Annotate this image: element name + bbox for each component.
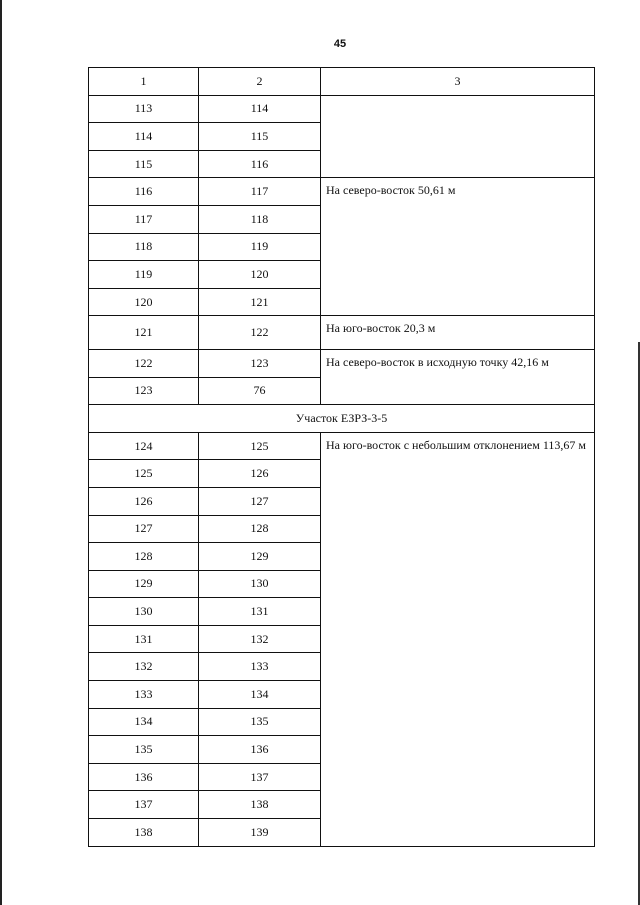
to-point-cell: 116: [199, 150, 321, 178]
to-point-cell: 130: [199, 570, 321, 598]
from-point-cell: 119: [89, 261, 199, 289]
table-row: [89, 349, 595, 377]
from-point-cell: 133: [89, 681, 199, 709]
to-point-cell: 131: [199, 598, 321, 626]
from-point-cell: 125: [89, 460, 199, 488]
to-point-cell: 127: [199, 487, 321, 515]
from-point-cell: 123: [89, 377, 199, 405]
from-point-cell: 114: [89, 123, 199, 151]
to-point-cell: 117: [199, 178, 321, 206]
from-point-cell: 129: [89, 570, 199, 598]
to-point-cell: 137: [199, 763, 321, 791]
to-point-cell: 121: [199, 288, 321, 316]
to-point-cell: 126: [199, 460, 321, 488]
to-point-cell: 125: [199, 432, 321, 460]
from-point-cell: 121: [89, 316, 199, 350]
from-point-cell: 115: [89, 150, 199, 178]
to-point-cell: 132: [199, 625, 321, 653]
to-point-cell: 76: [199, 377, 321, 405]
direction-cell: На северо-восток 50,61 м: [321, 178, 595, 316]
from-point-cell: 136: [89, 763, 199, 791]
to-point-cell: 120: [199, 261, 321, 289]
from-point-cell: 120: [89, 288, 199, 316]
from-point-cell: 116: [89, 178, 199, 206]
direction-cell: [321, 95, 595, 178]
section-title: Участок ЕЗРЗ-3-5: [89, 405, 595, 433]
from-point-cell: 117: [89, 205, 199, 233]
to-point-cell: 128: [199, 515, 321, 543]
scan-edge-left: [0, 0, 2, 905]
to-point-cell: 123: [199, 349, 321, 377]
from-point-cell: 113: [89, 95, 199, 123]
table-row: [89, 95, 595, 123]
to-point-cell: 122: [199, 316, 321, 350]
from-point-cell: 137: [89, 791, 199, 819]
table-row: [89, 316, 595, 350]
from-point-cell: 128: [89, 543, 199, 571]
table-row: [89, 178, 595, 206]
section-title-row: [89, 405, 595, 433]
from-point-cell: 135: [89, 736, 199, 764]
table-row: [89, 432, 595, 460]
to-point-cell: 129: [199, 543, 321, 571]
to-point-cell: 118: [199, 205, 321, 233]
from-point-cell: 131: [89, 625, 199, 653]
to-point-cell: 136: [199, 736, 321, 764]
to-point-cell: 119: [199, 233, 321, 261]
to-point-cell: 134: [199, 681, 321, 709]
from-point-cell: 132: [89, 653, 199, 681]
to-point-cell: 138: [199, 791, 321, 819]
from-point-cell: 124: [89, 432, 199, 460]
coordinates-table: [88, 67, 595, 847]
to-point-cell: 114: [199, 95, 321, 123]
from-point-cell: 127: [89, 515, 199, 543]
page-number: 45: [333, 38, 347, 50]
table-header-row: [89, 68, 595, 96]
direction-cell: На юго-восток с небольшим отклонением 113,67 м: [321, 432, 595, 846]
from-point-cell: 130: [89, 598, 199, 626]
from-point-cell: 126: [89, 487, 199, 515]
header-cell-2: 2: [199, 68, 321, 96]
from-point-cell: 134: [89, 708, 199, 736]
from-point-cell: 118: [89, 233, 199, 261]
direction-cell: На северо-восток в исходную точку 42,16 м: [321, 349, 595, 404]
direction-cell: На юго-восток 20,3 м: [321, 316, 595, 350]
header-cell-1: 1: [89, 68, 199, 96]
from-point-cell: 122: [89, 349, 199, 377]
from-point-cell: 138: [89, 819, 199, 847]
header-cell-3: 3: [321, 68, 595, 96]
to-point-cell: 133: [199, 653, 321, 681]
to-point-cell: 139: [199, 819, 321, 847]
to-point-cell: 115: [199, 123, 321, 151]
to-point-cell: 135: [199, 708, 321, 736]
